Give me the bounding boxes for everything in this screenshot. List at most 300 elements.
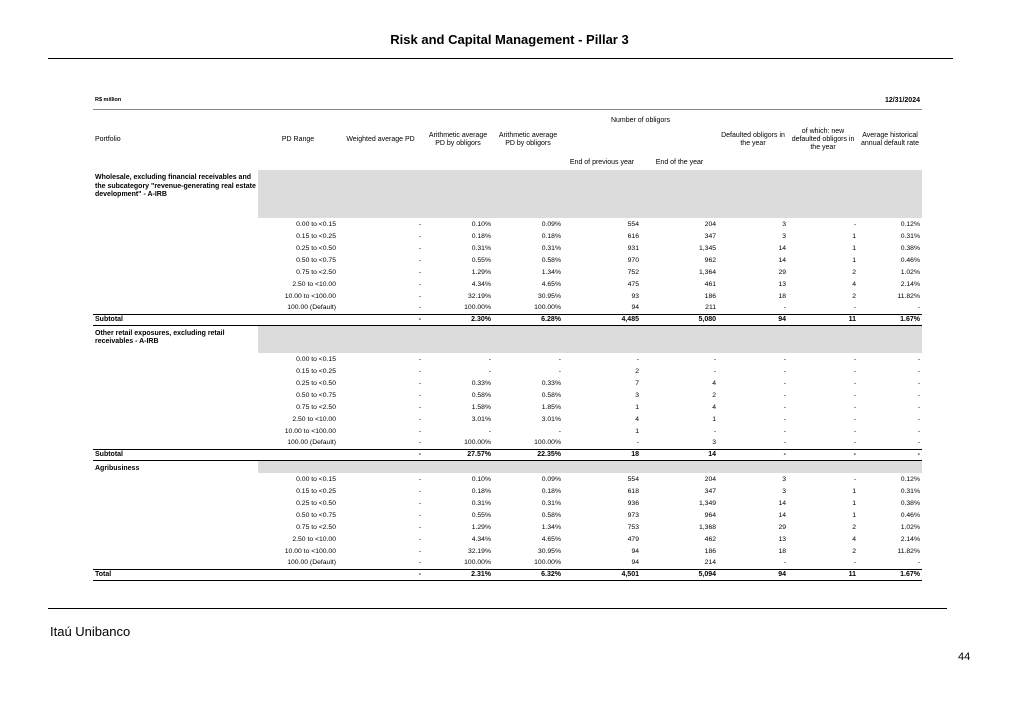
table-cell: 11.82% <box>897 547 921 555</box>
table-cell: 4.34% <box>471 280 491 288</box>
table-caption-row <box>93 96 922 110</box>
table-cell: 2 <box>852 292 857 300</box>
table-cell: - <box>917 391 921 399</box>
table-row <box>93 509 922 521</box>
table-cell: 3 <box>782 475 787 483</box>
portfolio-cell <box>93 254 258 266</box>
portfolio-cell <box>93 266 258 278</box>
table-cell: 0.31% <box>541 499 561 507</box>
table-cell: 1 <box>852 511 857 519</box>
pd-range-cell: 0.15 to <0.25 <box>296 367 336 375</box>
table-cell: - <box>783 427 787 435</box>
table-row <box>93 557 922 569</box>
table-cell: 0.46% <box>900 256 921 264</box>
section-header-row <box>93 460 922 473</box>
table-cell: 4.65% <box>541 535 561 543</box>
table-cell: 0.09% <box>541 475 561 483</box>
pd-range-cell: 0.50 to <0.75 <box>296 256 336 264</box>
table-cell: 962 <box>704 256 717 264</box>
table-cell: - <box>418 280 421 288</box>
table-cell: - <box>418 439 421 447</box>
table-cell: 1.34% <box>541 268 561 276</box>
portfolio-cell <box>93 242 258 254</box>
subtotal-row <box>93 314 922 325</box>
table-cell: - <box>488 367 491 375</box>
table-cell: 936 <box>627 499 639 507</box>
table-cell: 100.00% <box>534 304 561 312</box>
table-cell: 462 <box>704 535 717 543</box>
table-row <box>93 497 922 509</box>
table-cell: - <box>418 487 421 495</box>
table-cell: 1,368 <box>699 523 717 531</box>
table-cell: 100.00% <box>464 559 491 567</box>
table-row <box>93 254 922 266</box>
subtotal-cell: 4,501 <box>563 569 641 580</box>
table-cell: 7 <box>635 379 639 387</box>
table-cell: 186 <box>704 547 717 555</box>
pd-range-cell: 0.75 to <2.50 <box>296 523 336 531</box>
subtotal-cell: - <box>338 569 423 580</box>
table-row <box>93 353 922 365</box>
table-cell: - <box>418 547 421 555</box>
table-cell: 3.01% <box>541 415 561 423</box>
pd-range-cell: 100.00 (Default) <box>287 559 336 567</box>
portfolio-cell <box>93 230 258 242</box>
table-cell: - <box>917 355 921 363</box>
table-cell: - <box>558 355 561 363</box>
table-cell: 4.34% <box>471 535 491 543</box>
table-row <box>93 290 922 302</box>
footer-divider <box>48 608 947 609</box>
page-title: Risk and Capital Management - Pillar 3 <box>390 32 629 47</box>
table-cell: 2 <box>852 268 857 276</box>
table-cell: 2 <box>852 523 857 531</box>
pd-range-table <box>93 110 922 581</box>
table-cell: - <box>713 427 717 435</box>
table-cell: 964 <box>704 511 717 519</box>
table-cell: 0.18% <box>471 487 491 495</box>
table-cell: 4 <box>852 535 857 543</box>
table-cell: - <box>418 304 421 312</box>
subtotal-cell: - <box>718 449 788 460</box>
table-cell: 14 <box>778 256 787 264</box>
table-cell: 0.10% <box>471 220 491 228</box>
subtotal-label: Subtotal <box>93 314 258 325</box>
table-cell: - <box>418 427 421 435</box>
table-cell: 1 <box>852 499 857 507</box>
column-header-new-defaulted: of which: new defaulted obligors in the year <box>791 128 855 151</box>
table-cell: 461 <box>704 280 717 288</box>
table-cell: - <box>418 220 421 228</box>
table-cell: 94 <box>631 559 639 567</box>
table-cell: 0.18% <box>471 232 491 240</box>
column-header-defaulted: Defaulted obligors in the year <box>721 132 785 147</box>
table-cell: 0.31% <box>471 499 491 507</box>
table-row <box>93 413 922 425</box>
table-row <box>93 230 922 242</box>
table-cell: - <box>418 391 421 399</box>
table-row <box>93 389 922 401</box>
header-divider <box>48 58 953 59</box>
subtotal-cell: 11 <box>788 314 858 325</box>
subtotal-cell: 4,485 <box>563 314 641 325</box>
table-row <box>93 377 922 389</box>
table-cell: 13 <box>778 280 787 288</box>
table-cell: 1,364 <box>699 268 717 276</box>
table-cell: 0.58% <box>541 391 561 399</box>
table-row <box>93 401 922 413</box>
table-row <box>93 302 922 314</box>
subtotal-cell: 1.67% <box>858 569 922 580</box>
subtotal-cell: - <box>788 449 858 460</box>
table-cell: - <box>418 367 421 375</box>
table-cell: - <box>418 268 421 276</box>
table-cell: 0.31% <box>541 244 561 252</box>
table-cell: 0.38% <box>900 244 921 252</box>
table-cell: - <box>783 355 787 363</box>
table-cell: - <box>418 232 421 240</box>
table-cell: 14 <box>778 499 787 507</box>
portfolio-cell <box>93 485 258 497</box>
table-row <box>93 278 922 290</box>
table-cell: 0.58% <box>471 391 491 399</box>
table-cell: - <box>418 355 421 363</box>
pd-range-cell: 0.00 to <0.15 <box>296 475 336 483</box>
table-cell: - <box>713 355 717 363</box>
table-cell: - <box>418 379 421 387</box>
subtotal-cell: 11 <box>788 569 858 580</box>
table-cell: 2 <box>635 367 639 375</box>
table-cell: - <box>783 439 787 447</box>
table-cell: 4 <box>635 415 639 423</box>
table-row <box>93 533 922 545</box>
section-band <box>258 460 922 473</box>
table-cell: - <box>783 379 787 387</box>
subtotal-label: Subtotal <box>93 449 258 460</box>
table-cell: 18 <box>778 547 787 555</box>
table-cell: - <box>636 439 639 447</box>
table-cell: 204 <box>704 475 717 483</box>
subtotal-cell: 14 <box>641 449 718 460</box>
table-cell: 0.10% <box>471 475 491 483</box>
section-band <box>258 325 922 353</box>
table-row <box>93 218 922 230</box>
portfolio-cell <box>93 290 258 302</box>
table-cell: - <box>783 559 787 567</box>
table-cell: - <box>418 403 421 411</box>
table-cell: 18 <box>778 292 787 300</box>
pd-range-cell: 0.25 to <0.50 <box>296 379 336 387</box>
footer-brand: Itaú Unibanco <box>50 624 131 639</box>
subtotal-cell: 94 <box>718 314 788 325</box>
table-cell: - <box>917 559 921 567</box>
table-cell: 1.29% <box>471 523 491 531</box>
table-cell: 3.01% <box>471 415 491 423</box>
table-cell: 4 <box>712 403 717 411</box>
portfolio-cell <box>93 557 258 569</box>
table-row <box>93 365 922 377</box>
subtotal-cell: 6.28% <box>493 314 563 325</box>
subtotal-pd-range-cell <box>258 314 338 325</box>
table-cell: 973 <box>627 511 639 519</box>
subtotal-cell: 27.57% <box>423 449 493 460</box>
table-cell: 4.65% <box>541 280 561 288</box>
pd-range-cell: 10.00 to <100.00 <box>284 292 336 300</box>
table-cell: 3 <box>782 487 787 495</box>
column-header-end-prev-year: End of previous year <box>569 159 635 166</box>
table-cell: 0.12% <box>900 220 921 228</box>
total-row <box>93 569 922 580</box>
table-cell: - <box>917 367 921 375</box>
table-cell: 94 <box>631 304 639 312</box>
table-cell: 3 <box>712 439 717 447</box>
table-cell: 1.85% <box>541 403 561 411</box>
portfolio-cell <box>93 365 258 377</box>
table-cell: 554 <box>627 220 639 228</box>
subtotal-cell: 18 <box>563 449 641 460</box>
table-cell: 1 <box>635 427 639 435</box>
column-header-pd-range: PD Range <box>281 136 315 143</box>
table-cell: 1,349 <box>699 499 717 507</box>
column-header-arith-pd-2: Arithmetic average PD by obligors <box>498 132 558 147</box>
section-band <box>258 170 922 218</box>
table-row <box>93 242 922 254</box>
table-cell: - <box>783 304 787 312</box>
portfolio-cell <box>93 509 258 521</box>
subtotal-cell: 5,094 <box>641 569 718 580</box>
section-label: Wholesale, excluding financial receivables and the subcategory "revenue-generating real estate development" - A-IRB <box>95 174 256 198</box>
table-cell: 0.31% <box>900 232 921 240</box>
table-cell: 752 <box>627 268 639 276</box>
table-cell: - <box>558 427 561 435</box>
table-cell: 1 <box>852 487 857 495</box>
table-cell: 2 <box>852 547 857 555</box>
table-cell: - <box>418 292 421 300</box>
table-cell: 0.31% <box>471 244 491 252</box>
portfolio-cell <box>93 437 258 449</box>
table-cell: 0.55% <box>471 511 491 519</box>
table-row <box>93 545 922 557</box>
table-cell: 100.00% <box>464 304 491 312</box>
table-cell: - <box>558 367 561 375</box>
pd-range-cell: 0.50 to <0.75 <box>296 511 336 519</box>
table-cell: 100.00% <box>534 559 561 567</box>
table-cell: - <box>783 391 787 399</box>
table-cell: 3 <box>635 391 639 399</box>
table-cell: - <box>418 475 421 483</box>
table-cell: 347 <box>704 232 717 240</box>
table-cell: - <box>783 415 787 423</box>
column-header-arith-pd-1: Arithmetic average PD by obligors <box>428 132 488 147</box>
table-cell: 931 <box>627 244 639 252</box>
table-cell: 347 <box>704 487 717 495</box>
table-body <box>93 170 922 580</box>
table-cell: 93 <box>631 292 639 300</box>
table-cell: - <box>418 244 421 252</box>
column-header-end-year: End of the year <box>655 159 704 166</box>
subtotal-cell: 6.32% <box>493 569 563 580</box>
subtotal-row <box>93 449 922 460</box>
table-cell: 0.09% <box>541 220 561 228</box>
table-cell: - <box>853 439 857 447</box>
table-cell: 100.00% <box>464 439 491 447</box>
pd-range-cell: 0.75 to <2.50 <box>296 268 336 276</box>
unit-label: R$ million <box>95 97 122 103</box>
table-cell: 1 <box>852 232 857 240</box>
table-cell: 0.18% <box>541 232 561 240</box>
table-cell: 0.33% <box>471 379 491 387</box>
portfolio-cell <box>93 353 258 365</box>
subtotal-label: Total <box>93 569 258 580</box>
table-cell: - <box>418 256 421 264</box>
table-cell: 29 <box>778 523 787 531</box>
portfolio-cell <box>93 497 258 509</box>
subtotal-cell: - <box>858 449 922 460</box>
table-cell: 204 <box>704 220 717 228</box>
table-cell: - <box>783 367 787 375</box>
pd-range-cell: 0.25 to <0.50 <box>296 244 336 252</box>
pd-range-cell: 2.50 to <10.00 <box>292 415 336 423</box>
subtotal-cell: 22.35% <box>493 449 563 460</box>
column-header-avg-hist-rate: Average historical annual default rate <box>861 132 920 147</box>
subtotal-cell: 2.30% <box>423 314 493 325</box>
portfolio-cell <box>93 413 258 425</box>
table-cell: 1.29% <box>471 268 491 276</box>
table-cell: 14 <box>778 244 787 252</box>
table-row <box>93 485 922 497</box>
portfolio-cell <box>93 389 258 401</box>
column-header-portfolio: Portfolio <box>95 136 121 143</box>
table-cell: 11.82% <box>897 292 921 300</box>
table-cell: - <box>418 523 421 531</box>
table-cell: - <box>853 391 857 399</box>
table-cell: 13 <box>778 535 787 543</box>
table-cell: 0.58% <box>541 256 561 264</box>
table-cell: - <box>917 427 921 435</box>
table-cell: 1.02% <box>900 523 921 531</box>
pd-range-cell: 2.50 to <10.00 <box>292 535 336 543</box>
pd-range-cell: 100.00 (Default) <box>287 439 336 447</box>
table-cell: 30.95% <box>537 547 561 555</box>
table-cell: 214 <box>704 559 717 567</box>
subtotal-cell: 2.31% <box>423 569 493 580</box>
table-cell: - <box>853 379 857 387</box>
portfolio-cell <box>93 218 258 230</box>
table-cell: - <box>853 475 857 483</box>
table-cell: 3 <box>782 232 787 240</box>
table-cell: - <box>853 403 857 411</box>
pd-range-cell: 0.75 to <2.50 <box>296 403 336 411</box>
table-cell: 94 <box>631 547 639 555</box>
subtotal-cell: - <box>338 314 423 325</box>
table-cell: 211 <box>705 304 717 312</box>
portfolio-cell <box>93 473 258 485</box>
table-cell: - <box>488 427 491 435</box>
section-label: Agribusiness <box>95 464 140 472</box>
table-cell: 479 <box>627 535 639 543</box>
table-cell: 0.38% <box>900 499 921 507</box>
pd-table-container <box>93 96 922 581</box>
table-cell: 475 <box>627 280 639 288</box>
table-cell: - <box>853 367 857 375</box>
table-row <box>93 437 922 449</box>
table-cell: 29 <box>778 268 787 276</box>
column-group-number-of-obligors: Number of obligors <box>610 117 671 124</box>
pd-range-cell: 0.15 to <0.25 <box>296 487 336 495</box>
table-cell: - <box>917 415 921 423</box>
table-cell: 1 <box>712 415 717 423</box>
table-cell: 1,345 <box>699 244 717 252</box>
table-cell: 186 <box>704 292 717 300</box>
subtotal-cell: 5,080 <box>641 314 718 325</box>
table-cell: 100.00% <box>534 439 561 447</box>
table-cell: 1 <box>635 403 639 411</box>
table-cell: 970 <box>627 256 639 264</box>
table-cell: - <box>917 304 921 312</box>
table-cell: 1.34% <box>541 523 561 531</box>
table-cell: - <box>488 355 491 363</box>
portfolio-cell <box>93 545 258 557</box>
table-row <box>93 521 922 533</box>
table-cell: - <box>418 535 421 543</box>
table-cell: 1.02% <box>900 268 921 276</box>
table-row <box>93 473 922 485</box>
table-cell: 616 <box>627 232 639 240</box>
subtotal-pd-range-cell <box>258 449 338 460</box>
table-cell: 0.33% <box>541 379 561 387</box>
table-cell: - <box>418 499 421 507</box>
table-cell: 1.58% <box>471 403 491 411</box>
table-cell: 0.31% <box>900 487 921 495</box>
table-cell: - <box>418 511 421 519</box>
portfolio-cell <box>93 377 258 389</box>
table-cell: 2.14% <box>900 280 921 288</box>
pd-range-cell: 2.50 to <10.00 <box>292 280 336 288</box>
table-cell: - <box>636 355 639 363</box>
subtotal-cell: 94 <box>718 569 788 580</box>
portfolio-cell <box>93 401 258 413</box>
table-cell: - <box>418 559 421 567</box>
portfolio-cell <box>93 278 258 290</box>
table-cell: 14 <box>778 511 787 519</box>
reference-date: 12/31/2024 <box>884 97 920 104</box>
portfolio-cell <box>93 521 258 533</box>
section-label: Other retail exposures, excluding retail receivables - A-IRB <box>95 329 225 345</box>
table-row <box>93 425 922 437</box>
table-cell: - <box>917 379 921 387</box>
table-cell: 0.55% <box>471 256 491 264</box>
table-cell: 32.19% <box>467 547 491 555</box>
table-cell: 1 <box>852 244 857 252</box>
table-cell: 0.46% <box>900 511 921 519</box>
table-cell: - <box>853 559 857 567</box>
table-cell: - <box>418 415 421 423</box>
pd-range-cell: 10.00 to <100.00 <box>284 427 336 435</box>
table-cell: - <box>853 415 857 423</box>
table-cell: 2 <box>712 391 717 399</box>
table-row <box>93 266 922 278</box>
table-cell: 4 <box>852 280 857 288</box>
table-cell: 4 <box>712 379 717 387</box>
table-cell: - <box>853 355 857 363</box>
subtotal-pd-range-cell <box>258 569 338 580</box>
table-cell: - <box>853 220 857 228</box>
page-number: 44 <box>958 651 971 663</box>
portfolio-cell <box>93 533 258 545</box>
table-cell: - <box>853 427 857 435</box>
table-cell: - <box>713 367 717 375</box>
table-cell: 30.95% <box>537 292 561 300</box>
